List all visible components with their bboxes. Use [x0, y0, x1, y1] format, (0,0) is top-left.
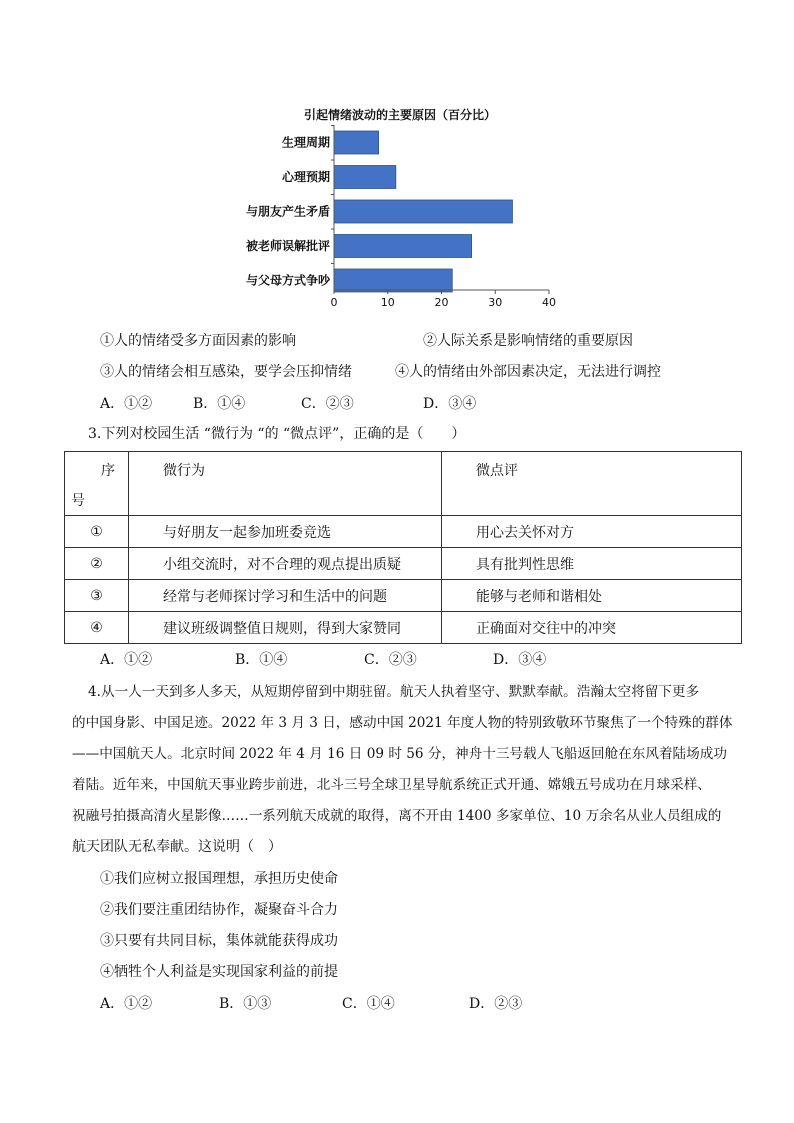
- q4-option-1: ①我们应树立报国理想，承担历史使命: [100, 871, 338, 887]
- category-label: 与朋友产生矛盾: [245, 204, 330, 219]
- x-tick-label: 40: [542, 296, 556, 309]
- row-number: ③: [65, 580, 129, 612]
- q4-stem-line-3: ——中国航天人。北京时间 2022 年 4 月 16 日 09 时 56 分，神舟十三号载人飞船返回舱在东风着陆场成功: [72, 746, 727, 762]
- table-row: [65, 580, 742, 612]
- category-label: 被老师误解批评: [245, 239, 330, 253]
- header-cell-action: [129, 452, 442, 516]
- category-label: 生理周期: [281, 135, 330, 150]
- x-tick-label: 30: [488, 296, 503, 309]
- q4-choice-a: A．①②: [100, 996, 153, 1012]
- x-tick-label: 20: [434, 296, 449, 309]
- table-header-row: [65, 452, 742, 516]
- q4-choice-c: C．①④: [342, 996, 395, 1012]
- row-action: 小组交流时，对不合理的观点提出质疑: [129, 548, 442, 580]
- x-tick-label: 0: [330, 296, 338, 309]
- q2-option-4: ④人的情绪由外部因素决定，无法进行调控: [395, 364, 661, 380]
- bar: [334, 235, 472, 258]
- q4-stem-line-6: 航天团队无私奉献。这说明（ ）: [72, 839, 282, 855]
- row-number: ④: [65, 612, 129, 644]
- q4-option-3: ③只要有共同目标，集体就能获得成功: [100, 933, 338, 949]
- row-action: 与好朋友一起参加班委竞选: [129, 516, 442, 548]
- header-cell-number: [65, 452, 129, 516]
- category-label: 心理预期: [281, 170, 330, 184]
- header-number-part1: 序: [101, 463, 115, 479]
- q3-choice-c: C．②③: [364, 652, 417, 668]
- table-row: [65, 516, 742, 548]
- header-number-part2: 号: [71, 493, 85, 509]
- bar: [334, 166, 396, 189]
- q3-choice-d: D．③④: [493, 652, 547, 668]
- row-number: ②: [65, 548, 129, 580]
- row-comment: 用心去关怀对方: [442, 516, 742, 548]
- q4-stem-line-1: 4.从一人一天到多人多天，从短期停留到中期驻留。航天人执着坚守、默默奉献。浩瀚太空将留下更多: [88, 684, 700, 700]
- q3-stem: 3.下列对校园生活 “微行为 “的 “微点评”，正确的是（ ）: [88, 426, 466, 442]
- chart-title: 引起情绪波动的主要原因（百分比）: [303, 108, 497, 122]
- bar: [334, 269, 452, 292]
- q3-choice-a: A．①②: [100, 652, 153, 668]
- bar: [334, 200, 512, 223]
- q2-choice-a: A．①②: [100, 396, 153, 412]
- x-tick-label: 10: [380, 296, 395, 309]
- q4-choice-b: B．①③: [219, 996, 272, 1012]
- row-comment: 具有批判性思维: [442, 548, 742, 580]
- row-comment: 能够与老师和谐相处: [442, 580, 742, 612]
- q2-choice-c: C．②③: [301, 396, 354, 412]
- row-action: 建议班级调整值日规则，得到大家赞同: [129, 612, 442, 644]
- row-number: ①: [65, 516, 129, 548]
- q2-choice-d: D．③④: [423, 396, 477, 412]
- q4-stem-line-4: 着陆。近年来，中国航天事业跨步前进，北斗三号全球卫星导航系统正式开通、嫦娥五号成功在月球采样、: [72, 777, 711, 793]
- q4-stem-line-5: 祝融号拍摄高清火星影像……一系列航天成就的取得，离不开由 1400 多家单位、10 万余名从业人员组成的: [72, 808, 722, 824]
- q4-stem-line-2: 的中国身影、中国足迹。2022 年 3 月 3 日，感动中国 2021 年度人物的特别致敬环节聚焦了一个特殊的群体: [72, 715, 733, 731]
- row-comment: 正确面对交往中的冲突: [442, 612, 742, 644]
- row-action: 经常与老师探讨学习和生活中的问题: [129, 580, 442, 612]
- bar: [334, 131, 379, 154]
- q2-option-3: ③人的情绪会相互感染，要学会压抑情绪: [100, 364, 352, 380]
- q4-option-2: ②我们要注重团结协作，凝聚奋斗合力: [100, 902, 338, 918]
- q2-choice-b: B．①④: [193, 396, 246, 412]
- bar-chart: [230, 100, 570, 315]
- category-label: 与父母方式争吵: [245, 273, 330, 288]
- chart-svg: [230, 100, 570, 315]
- q2-option-2: ②人际关系是影响情绪的重要原因: [423, 333, 633, 349]
- q4-option-4: ④牺牲个人利益是实现国家利益的前提: [100, 964, 338, 980]
- q3-table: [64, 451, 742, 644]
- q3-choice-b: B．①④: [235, 652, 288, 668]
- header-action-label: 微行为: [163, 463, 205, 479]
- q4-choice-d: D．②③: [469, 996, 523, 1012]
- header-cell-comment: [442, 452, 742, 516]
- q2-option-1: ①人的情绪受多方面因素的影响: [100, 333, 296, 349]
- table-row: [65, 548, 742, 580]
- header-comment-label: 微点评: [476, 463, 518, 479]
- table-row: [65, 612, 742, 644]
